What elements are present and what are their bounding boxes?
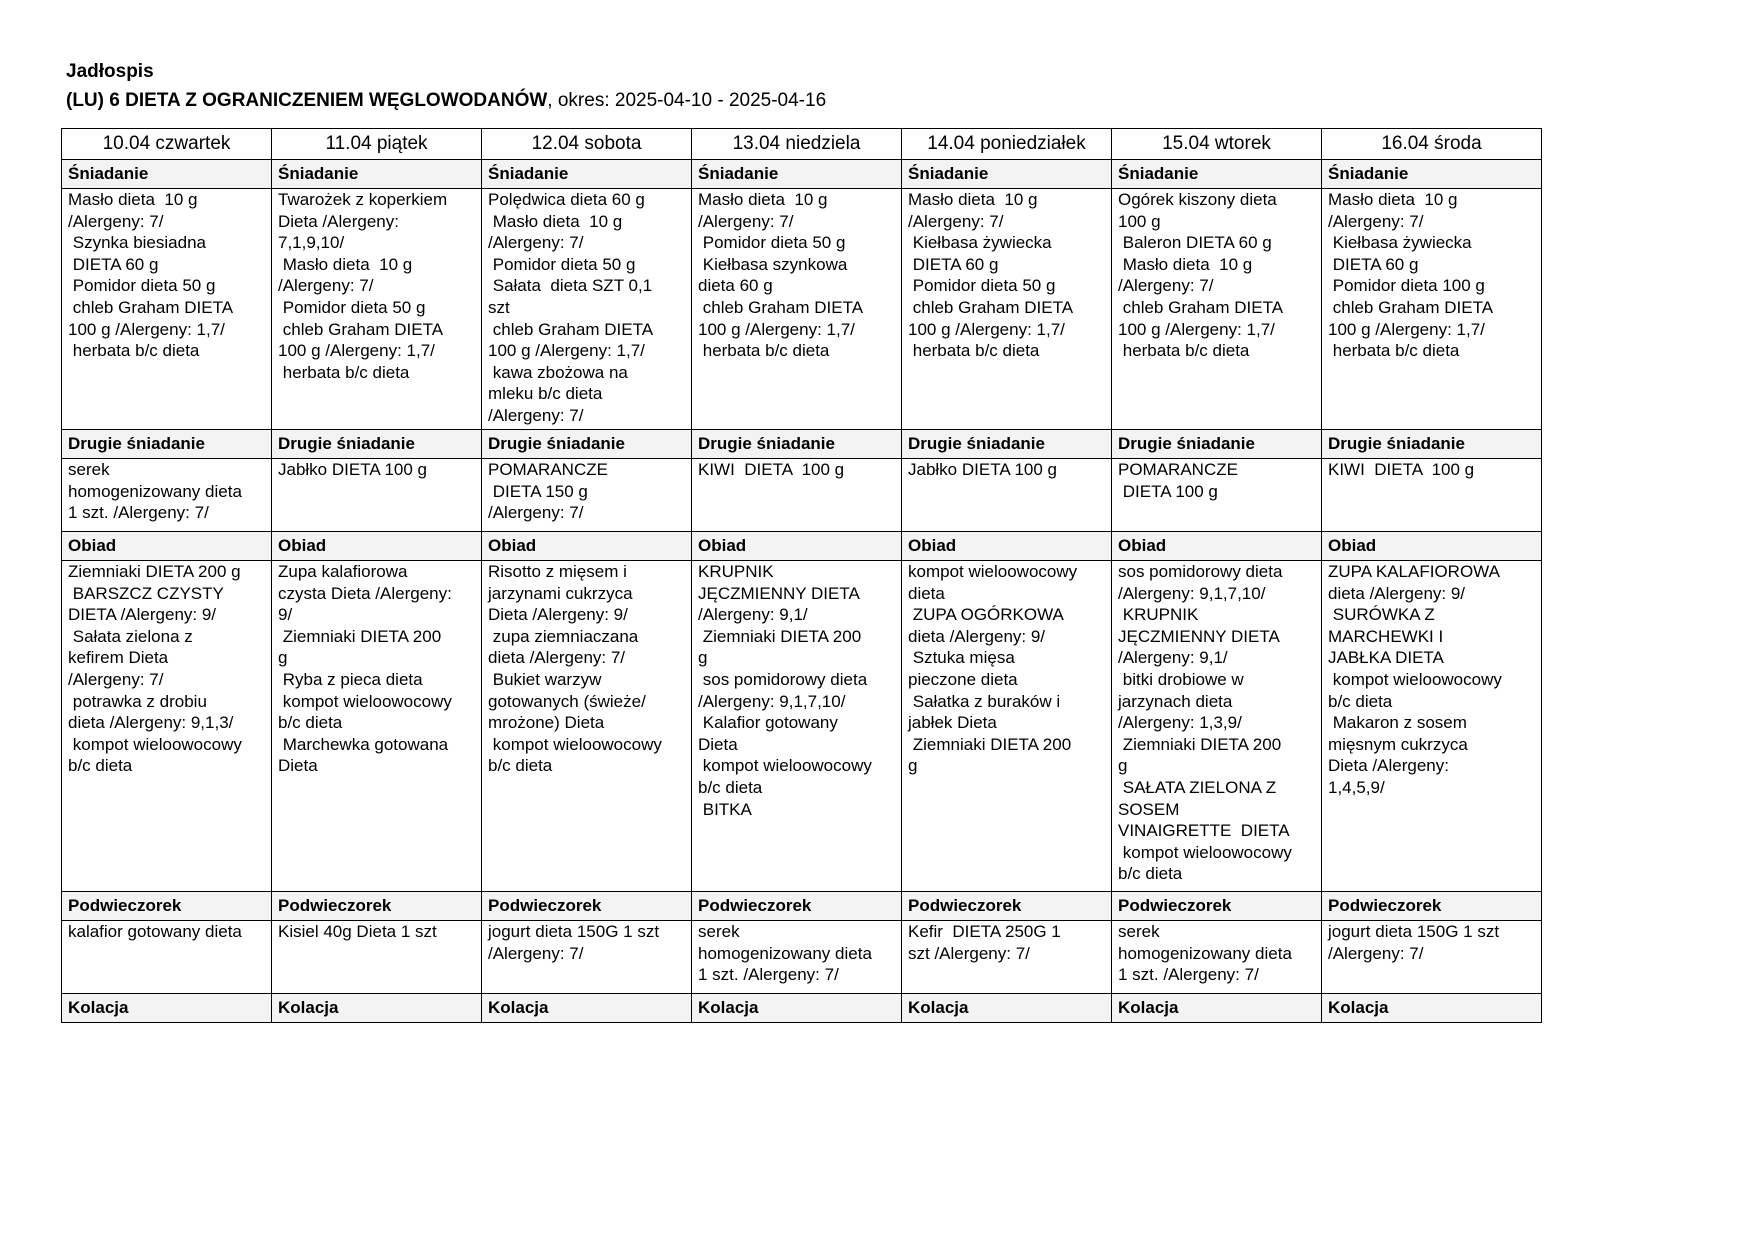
meal-label: Kolacja	[692, 994, 902, 1023]
meal-label-row	[62, 994, 1542, 1023]
meal-label: Obiad	[1112, 532, 1322, 561]
meal-label: Drugie śniadanie	[482, 430, 692, 459]
meal-items: POMARANCZE DIETA 150 g /Alergeny: 7/	[482, 459, 692, 532]
day-header: 16.04 środa	[1322, 129, 1542, 160]
meal-items: jogurt dieta 150G 1 szt /Alergeny: 7/	[1322, 921, 1542, 994]
meal-label: Podwieczorek	[1322, 892, 1542, 921]
period-range: , okres: 2025-04-10 - 2025-04-16	[547, 90, 827, 111]
meal-label: Kolacja	[1322, 994, 1542, 1023]
meal-label: Śniadanie	[62, 160, 272, 189]
meal-items: jogurt dieta 150G 1 szt /Alergeny: 7/	[482, 921, 692, 994]
meal-label: Podwieczorek	[1112, 892, 1322, 921]
meal-label: Podwieczorek	[272, 892, 482, 921]
meal-label: Śniadanie	[902, 160, 1112, 189]
meal-label: Śniadanie	[482, 160, 692, 189]
meal-items: ZUPA KALAFIOROWA dieta /Alergeny: 9/ SURÓWKA Z MARCHEWKI I JABŁKA DIETA kompot wieloowocowy b/c dieta Makaron z sosem mięsnym cukrzyca Dieta /Alergeny: 1,4,5,9/	[1322, 561, 1542, 892]
meal-label: Obiad	[902, 532, 1112, 561]
meal-items: Masło dieta 10 g /Alergeny: 7/ Kiełbasa żywiecka DIETA 60 g Pomidor dieta 50 g chleb Graham DIETA 100 g /Alergeny: 1,7/ herbata b/c dieta	[902, 189, 1112, 430]
meal-items-row	[62, 921, 1542, 994]
meal-label: Obiad	[482, 532, 692, 561]
meal-items: KIWI DIETA 100 g	[692, 459, 902, 532]
meal-items: Masło dieta 10 g /Alergeny: 7/ Szynka biesiadna DIETA 60 g Pomidor dieta 50 g chleb Graham DIETA 100 g /Alergeny: 1,7/ herbata b/c dieta	[62, 189, 272, 430]
meal-items: POMARANCZE DIETA 100 g	[1112, 459, 1322, 532]
meal-label: Śniadanie	[1322, 160, 1542, 189]
meal-label-row	[62, 532, 1542, 561]
meal-items: Kisiel 40g Dieta 1 szt	[272, 921, 482, 994]
meal-label-row	[62, 892, 1542, 921]
meal-label: Drugie śniadanie	[902, 430, 1112, 459]
meal-items: Twarożek z koperkiem Dieta /Alergeny: 7,1,9,10/ Masło dieta 10 g /Alergeny: 7/ Pomidor dieta 50 g chleb Graham DIETA 100 g /Alergeny: 1,7/ herbata b/c dieta	[272, 189, 482, 430]
meal-items: Masło dieta 10 g /Alergeny: 7/ Pomidor dieta 50 g Kiełbasa szynkowa dieta 60 g chleb Graham DIETA 100 g /Alergeny: 1,7/ herbata b/c dieta	[692, 189, 902, 430]
meal-items: serek homogenizowany dieta 1 szt. /Alergeny: 7/	[62, 459, 272, 532]
meal-items: KRUPNIK JĘCZMIENNY DIETA /Alergeny: 9,1/ Ziemniaki DIETA 200 g sos pomidorowy dieta /Alergeny: 9,1,7,10/ Kalafior gotowany Dieta kompot wieloowocowy b/c dieta BITKA	[692, 561, 902, 892]
meal-label-row	[62, 430, 1542, 459]
meal-label: Kolacja	[482, 994, 692, 1023]
meal-label: Kolacja	[1112, 994, 1322, 1023]
meal-label: Obiad	[692, 532, 902, 561]
meal-items: Jabłko DIETA 100 g	[272, 459, 482, 532]
meal-items: Polędwica dieta 60 g Masło dieta 10 g /Alergeny: 7/ Pomidor dieta 50 g Sałata dieta SZT 0,1 szt chleb Graham DIETA 100 g /Alergeny: 1,7/ kawa zbożowa na mleku b/c dieta /Alergeny: 7/	[482, 189, 692, 430]
meal-items: sos pomidorowy dieta /Alergeny: 9,1,7,10/ KRUPNIK JĘCZMIENNY DIETA /Alergeny: 9,1/ bitki drobiowe w jarzynach dieta /Alergeny: 1,3,9/ Ziemniaki DIETA 200 g SAŁATA ZIELONA Z SOSEM VINAIGRETTE DIETA kompot wieloowocowy b/c dieta	[1112, 561, 1322, 892]
meal-label: Podwieczorek	[62, 892, 272, 921]
meal-label: Drugie śniadanie	[1112, 430, 1322, 459]
meal-label-row	[62, 160, 1542, 189]
meal-items-row	[62, 189, 1542, 430]
meal-items-row	[62, 459, 1542, 532]
meal-label: Obiad	[62, 532, 272, 561]
menu-table	[61, 128, 1542, 1023]
day-header: 13.04 niedziela	[692, 129, 902, 160]
meal-label: Podwieczorek	[692, 892, 902, 921]
document-subtitle	[66, 89, 826, 113]
day-header: 10.04 czwartek	[62, 129, 272, 160]
day-header: 14.04 poniedziałek	[902, 129, 1112, 160]
day-header: 15.04 wtorek	[1112, 129, 1322, 160]
meal-label: Drugie śniadanie	[272, 430, 482, 459]
meal-label: Kolacja	[272, 994, 482, 1023]
meal-label: Drugie śniadanie	[62, 430, 272, 459]
meal-items: Masło dieta 10 g /Alergeny: 7/ Kiełbasa żywiecka DIETA 60 g Pomidor dieta 100 g chleb Graham DIETA 100 g /Alergeny: 1,7/ herbata b/c dieta	[1322, 189, 1542, 430]
diet-name: (LU) 6 DIETA Z OGRANICZENIEM WĘGLOWODANÓW	[66, 90, 548, 111]
meal-label: Obiad	[272, 532, 482, 561]
meal-items: Ziemniaki DIETA 200 g BARSZCZ CZYSTY DIETA /Alergeny: 9/ Sałata zielona z kefirem Dieta /Alergeny: 7/ potrawka z drobiu dieta /Alergeny: 9,1,3/ kompot wieloowocowy b/c dieta	[62, 561, 272, 892]
meal-items: KIWI DIETA 100 g	[1322, 459, 1542, 532]
meal-label: Drugie śniadanie	[1322, 430, 1542, 459]
meal-label: Kolacja	[62, 994, 272, 1023]
meal-items: Kefir DIETA 250G 1 szt /Alergeny: 7/	[902, 921, 1112, 994]
meal-items-row	[62, 561, 1542, 892]
document-title: Jadłospis	[66, 61, 154, 82]
meal-label: Śniadanie	[272, 160, 482, 189]
meal-label: Śniadanie	[1112, 160, 1322, 189]
days-header-row	[62, 129, 1542, 160]
meal-label: Kolacja	[902, 994, 1112, 1023]
meal-items: Jabłko DIETA 100 g	[902, 459, 1112, 532]
meal-label: Drugie śniadanie	[692, 430, 902, 459]
meal-label: Podwieczorek	[902, 892, 1112, 921]
meal-items: Ogórek kiszony dieta 100 g Baleron DIETA 60 g Masło dieta 10 g /Alergeny: 7/ chleb Graham DIETA 100 g /Alergeny: 1,7/ herbata b/c dieta	[1112, 189, 1322, 430]
meal-label: Podwieczorek	[482, 892, 692, 921]
meal-items: Zupa kalafiorowa czysta Dieta /Alergeny: 9/ Ziemniaki DIETA 200 g Ryba z pieca dieta kompot wieloowocowy b/c dieta Marchewka gotowana Dieta	[272, 561, 482, 892]
day-header: 12.04 sobota	[482, 129, 692, 160]
meal-items: serek homogenizowany dieta 1 szt. /Alergeny: 7/	[1112, 921, 1322, 994]
meal-items: Risotto z mięsem i jarzynami cukrzyca Dieta /Alergeny: 9/ zupa ziemniaczana dieta /Alergeny: 7/ Bukiet warzyw gotowanych (świeże/ mrożone) Dieta kompot wieloowocowy b/c dieta	[482, 561, 692, 892]
meal-items: kalafior gotowany dieta	[62, 921, 272, 994]
meal-label: Śniadanie	[692, 160, 902, 189]
meal-items: serek homogenizowany dieta 1 szt. /Alergeny: 7/	[692, 921, 902, 994]
meal-items: kompot wieloowocowy dieta ZUPA OGÓRKOWA dieta /Alergeny: 9/ Sztuka mięsa pieczone dieta Sałatka z buraków i jabłek Dieta Ziemniaki DIETA 200 g	[902, 561, 1112, 892]
day-header: 11.04 piątek	[272, 129, 482, 160]
meal-label: Obiad	[1322, 532, 1542, 561]
